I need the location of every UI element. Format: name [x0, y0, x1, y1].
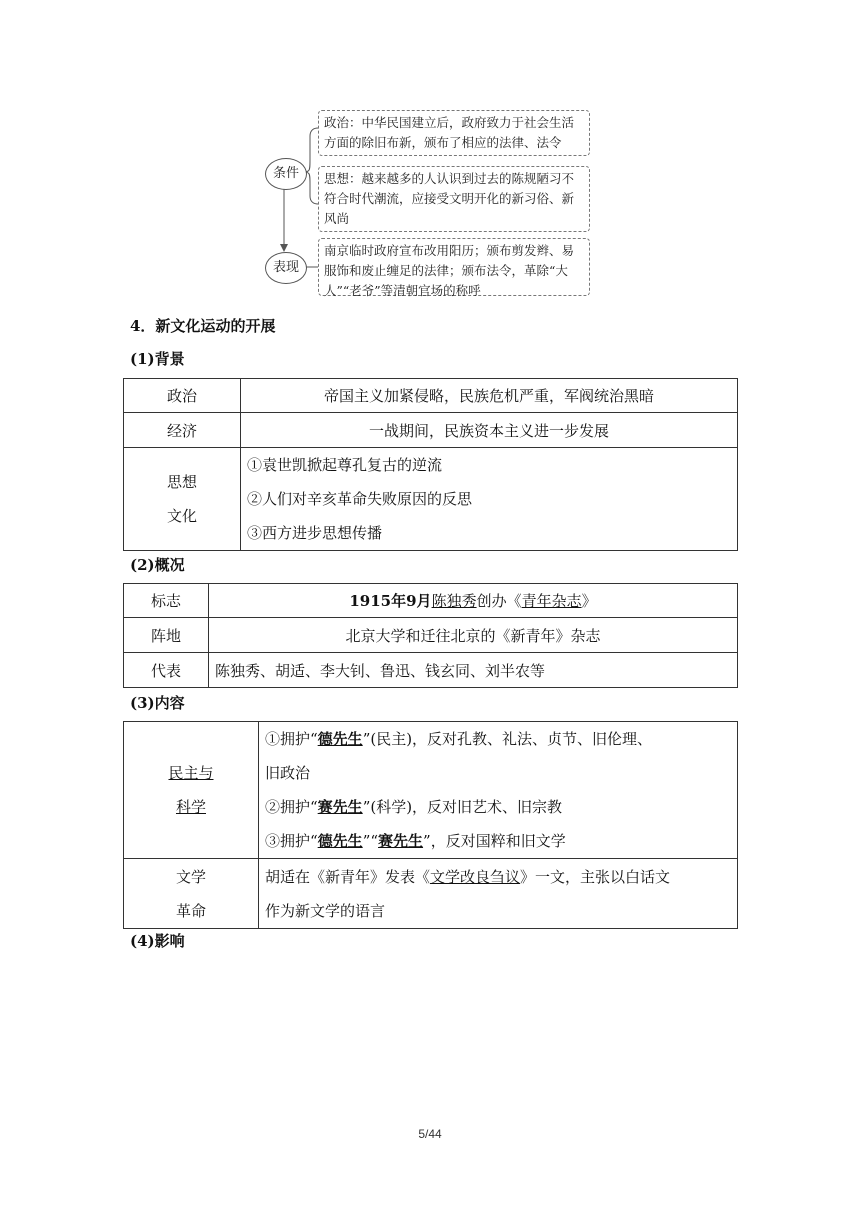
manifestation-node: 表现: [265, 252, 307, 284]
sign-content: 1915年9月陈独秀创办《青年杂志》: [209, 584, 738, 618]
content-table: [123, 721, 738, 929]
table-row: [124, 413, 738, 448]
table-row: [124, 859, 738, 929]
thought-culture-label: [124, 448, 241, 551]
list-item: 作为新文学的语言: [265, 901, 386, 920]
list-item: ②人们对辛亥革命失败原因的反思: [247, 490, 473, 508]
condition-diagram: [262, 108, 594, 300]
background-table: [123, 378, 738, 551]
sign-label: 标志: [124, 584, 209, 618]
section-heading: 4．新文化运动的开展: [130, 317, 276, 335]
politics-content: 帝国主义加紧侵略，民族危机严重，军阀统治黑暗: [241, 379, 738, 413]
thought-condition-box: 思想：越来越多的人认识到过去的陈规陋习不符合时代潮流，应接受文明开化的新习俗、新风尚: [318, 166, 590, 232]
lit-label-line2: 革命: [175, 901, 206, 920]
democracy-science-label: [124, 722, 259, 859]
ds-label-line2: 科学: [175, 798, 206, 816]
table-row: [124, 448, 738, 551]
democracy-science-content: [259, 722, 738, 859]
table-row: [124, 722, 738, 859]
list-item: ③拥护“德先生”“赛先生”，反对国粹和旧文学: [265, 832, 566, 850]
thought-label-line1: 思想: [166, 473, 197, 491]
overview-table: [123, 583, 738, 688]
list-item: ①袁世凯掀起尊孔复古的逆流: [247, 456, 443, 474]
table-row: [124, 584, 738, 618]
manifestation-box: 南京临时政府宣布改用阳历；颁布剪发辫、易服饰和废止缠足的法律；颁布法令，革除“大人”“老爷”等清朝官场的称呼: [318, 238, 590, 296]
lit-label-line1: 文学: [175, 867, 206, 886]
list-item: ①拥护“德先生”(民主)，反对孔教、礼法、贞节、旧伦理、: [265, 730, 653, 748]
base-content: 北京大学和迁往北京的《新青年》杂志: [209, 618, 738, 653]
representatives-label: 代表: [124, 653, 209, 688]
representatives-content: 陈独秀、胡适、李大钊、鲁迅、钱玄同、刘半农等: [209, 653, 738, 688]
list-item: ③西方进步思想传播: [247, 524, 383, 542]
economy-label: 经济: [124, 413, 241, 448]
content-title: (3)内容: [130, 694, 185, 712]
economy-content: 一战期间，民族资本主义进一步发展: [241, 413, 738, 448]
influence-title: (4)影响: [130, 932, 185, 950]
literary-revolution-content: [259, 859, 738, 929]
table-row: [124, 653, 738, 688]
list-item: 旧政治: [265, 764, 311, 782]
page-number: 5/44: [418, 1127, 442, 1141]
political-condition-box: 政治：中华民国建立后，政府致力于社会生活方面的除旧布新，颁布了相应的法律、法令: [318, 110, 590, 156]
thought-label-line2: 文化: [166, 507, 197, 525]
table-row: [124, 379, 738, 413]
background-title: (1)背景: [130, 350, 185, 368]
thought-culture-content: [241, 448, 738, 551]
overview-title: (2)概况: [130, 556, 185, 574]
politics-label: 政治: [124, 379, 241, 413]
base-label: 阵地: [124, 618, 209, 653]
literary-revolution-label: [124, 859, 259, 929]
ds-label-line1: 民主与: [168, 764, 214, 782]
table-row: [124, 618, 738, 653]
list-item: ②拥护“赛先生”(科学)，反对旧艺术、旧宗教: [265, 798, 563, 816]
condition-node: 条件: [265, 158, 307, 190]
list-item: 胡适在《新青年》发表《文学改良刍议》一文，主张以白话文: [265, 867, 671, 886]
